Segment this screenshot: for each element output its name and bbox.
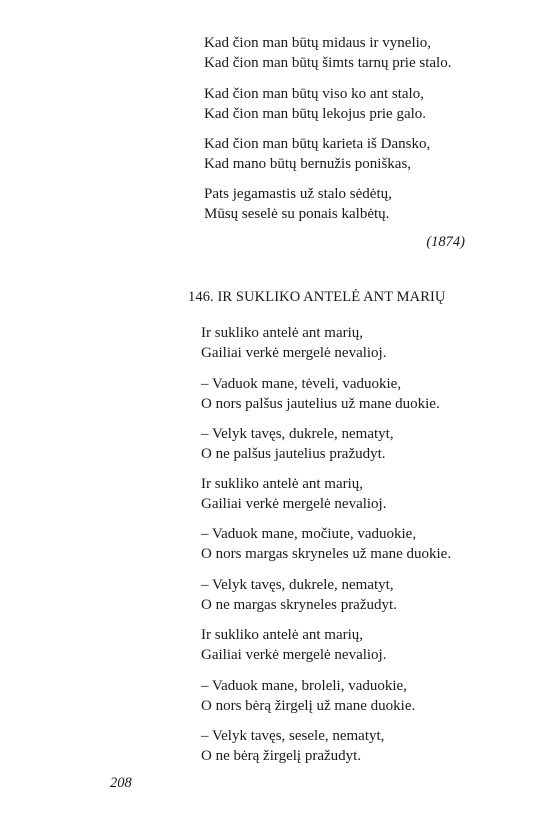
verse-line: – Vaduok mane, broleli, vaduokie, bbox=[201, 678, 407, 694]
verse-line: Ir sukliko antelė ant marių, bbox=[201, 627, 364, 643]
poem-title: 146. IR SUKLIKO ANTELĖ ANT MARIŲ bbox=[188, 289, 446, 305]
verse-line: Pats jegamastis už stalo sėdėtų, bbox=[204, 186, 392, 202]
verse-line: – Velyk tavęs, dukrele, nematyt, bbox=[201, 426, 394, 442]
verse-line: – Vaduok mane, tėveli, vaduokie, bbox=[201, 376, 402, 392]
previous-poem-stanza-4 bbox=[204, 184, 392, 224]
verse-line: O nors bėrą žirgelį už mane duokie. bbox=[201, 698, 416, 714]
verse-line: Kad mano būtų bernužis poniškas, bbox=[204, 156, 412, 172]
verse-line: – Vaduok mane, močiute, vaduokie, bbox=[201, 526, 417, 542]
poem-stanza-7 bbox=[201, 625, 386, 665]
poem-stanza-2 bbox=[201, 374, 440, 414]
poem-stanza-4 bbox=[201, 474, 386, 514]
verse-line: Gailiai verkė mergelė nevalioj. bbox=[201, 647, 387, 663]
verse-line: O ne bėrą žirgelį pražudyt. bbox=[201, 748, 362, 764]
verse-line: Kad čion man būtų lekojus prie galo. bbox=[204, 106, 427, 122]
verse-line: Ir sukliko antelė ant marių, bbox=[201, 325, 364, 341]
poem-stanza-6 bbox=[201, 575, 397, 615]
poem-stanza-1 bbox=[201, 323, 386, 363]
verse-line: – Velyk tavęs, sesele, nematyt, bbox=[201, 728, 385, 744]
verse-line: Kad čion man būtų karieta iš Dansko, bbox=[204, 136, 431, 152]
verse-line: Ir sukliko antelė ant marių, bbox=[201, 476, 364, 492]
verse-line: O nors margas skryneles už mane duokie. bbox=[201, 546, 452, 562]
verse-line: Kad čion man būtų šimts tarnų prie stalo. bbox=[204, 55, 452, 71]
poem-stanza-9 bbox=[201, 726, 384, 766]
page-number: 208 bbox=[110, 775, 132, 791]
verse-line: O ne palšus jautelius pražudyt. bbox=[201, 446, 386, 462]
verse-line: Kad čion man būtų midaus ir vynelio, bbox=[204, 35, 432, 51]
verse-line: Gailiai verkė mergelė nevalioj. bbox=[201, 496, 387, 512]
verse-line: O nors palšus jautelius už mane duokie. bbox=[201, 396, 440, 412]
verse-line: O ne margas skryneles pražudyt. bbox=[201, 597, 397, 613]
poem-date: (1874) bbox=[426, 234, 465, 250]
verse-line: Gailiai verkė mergelė nevalioj. bbox=[201, 345, 387, 361]
verse-line: – Velyk tavęs, dukrele, nematyt, bbox=[201, 577, 394, 593]
verse-line: Kad čion man būtų viso ko ant stalo, bbox=[204, 86, 424, 102]
poem-stanza-3 bbox=[201, 424, 394, 464]
verse-line: Mūsų seselė su ponais kalbėtų. bbox=[204, 206, 390, 222]
previous-poem-stanza-3 bbox=[204, 134, 430, 174]
poem-stanza-8 bbox=[201, 676, 415, 716]
poem-stanza-5 bbox=[201, 524, 451, 564]
previous-poem-stanza-2 bbox=[204, 84, 426, 124]
previous-poem-stanza-1 bbox=[204, 33, 451, 73]
